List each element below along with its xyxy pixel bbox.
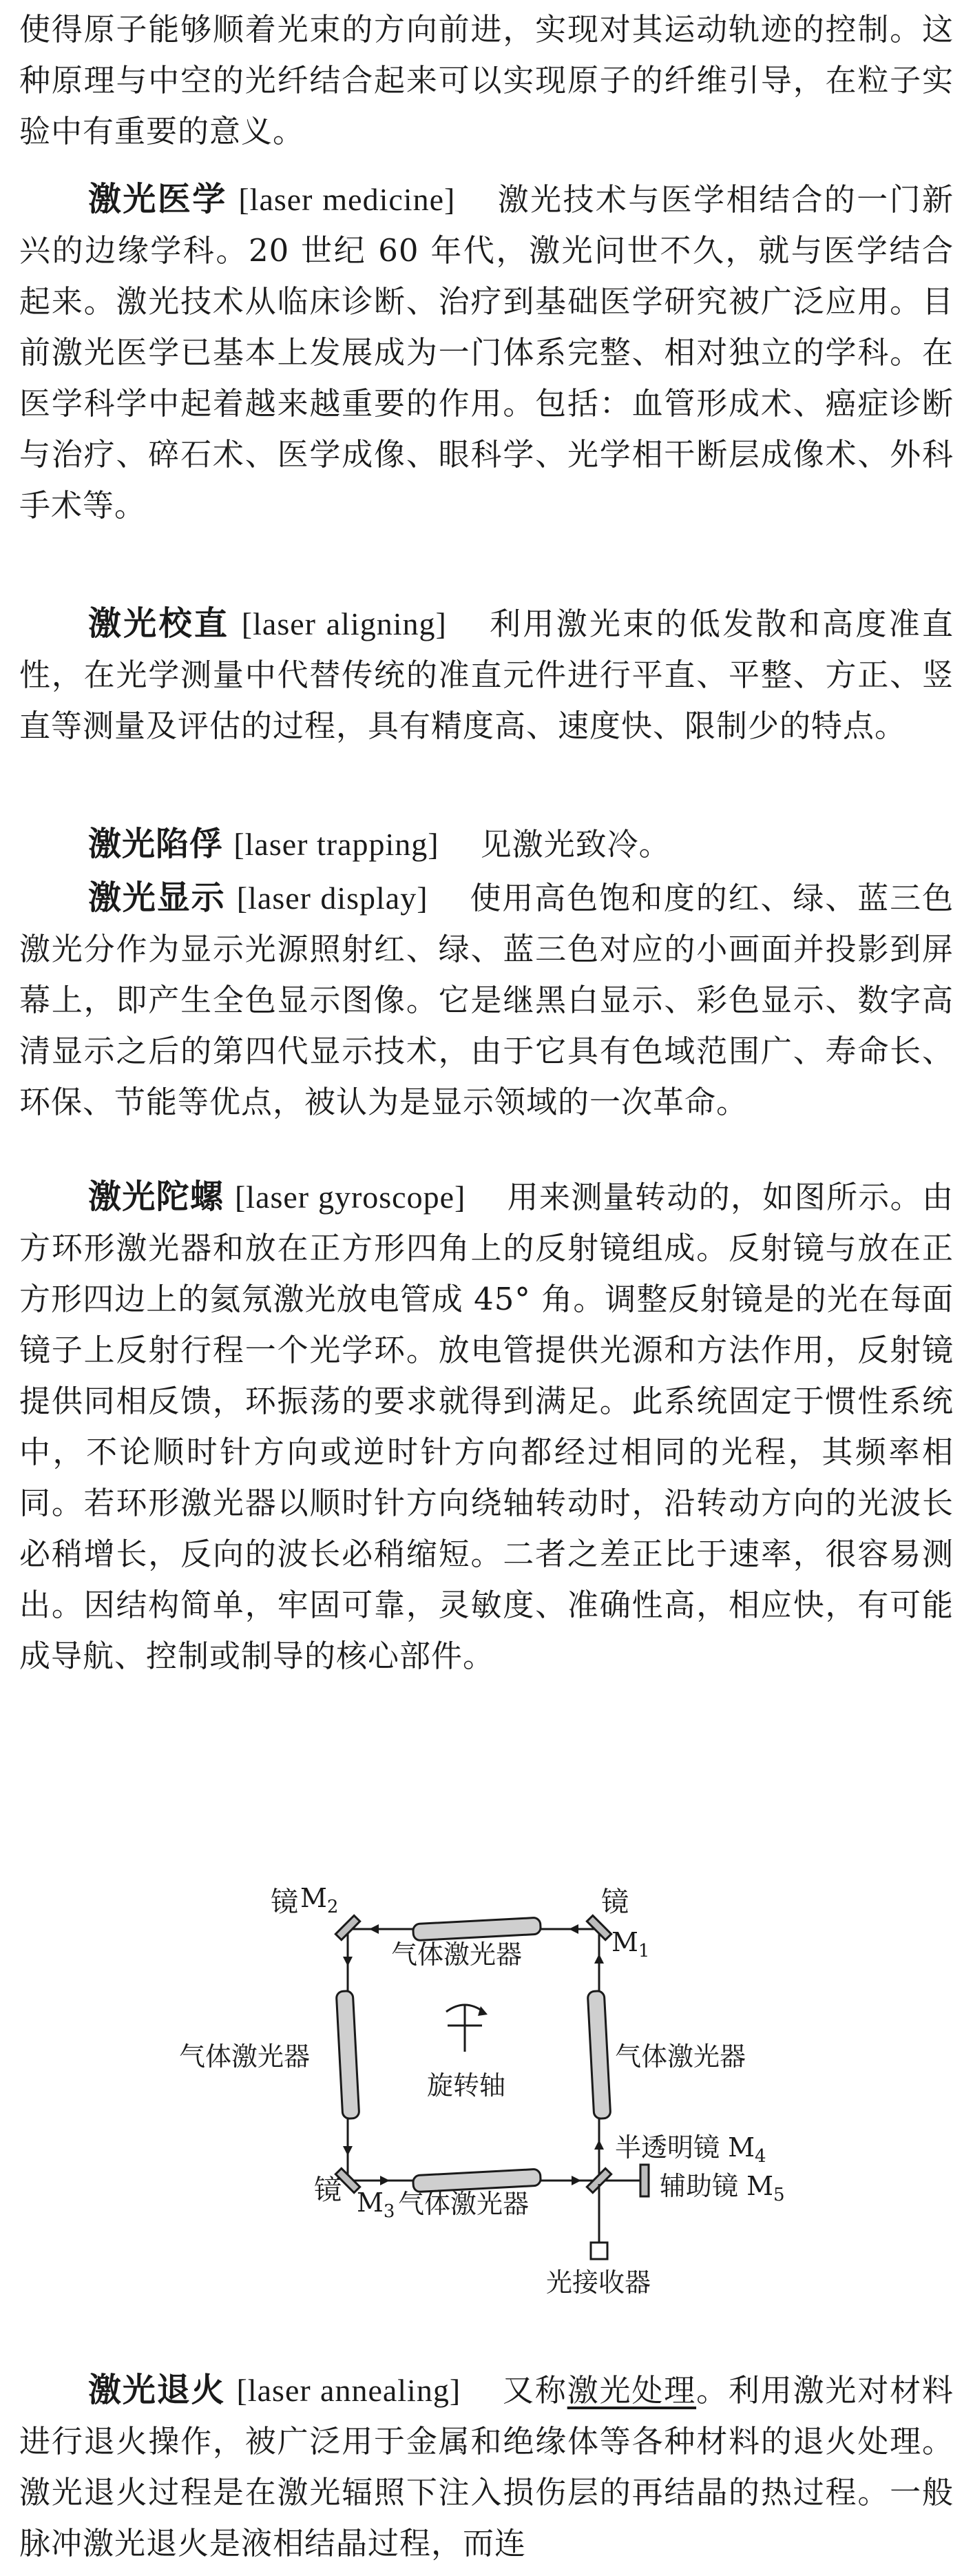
entry-english: [laser display] [236, 880, 428, 916]
mirror-label: 镜 [601, 1888, 629, 1918]
laser-gyroscope-diagram [0, 1888, 973, 2315]
mirror-label: 镜 [271, 1888, 298, 1918]
entry-body: 见激光致冷。 [480, 826, 671, 863]
entry-laser-annealing [19, 2364, 954, 2569]
arrow-icon [380, 2176, 390, 2185]
laser-tube-top [412, 1917, 541, 1941]
m3-label: $M_3$ [357, 2187, 395, 2222]
detector-label: 光接收器 [546, 2267, 651, 2298]
entry-term: 激光退火 [88, 2371, 226, 2409]
arrow-icon [369, 1924, 379, 1934]
axis-label: 旋转轴 [427, 2070, 506, 2101]
entry-english: [laser medicine] [238, 182, 456, 217]
intro-text: 使得原子能够顺着光束的方向前进，实现对其运动轨迹的控制。这种原理与中空的光纤结合起来可以实现原子的纤维引导，在粒子实验中有重要的意义。 [19, 11, 954, 150]
cross-reference-link[interactable]: 激光处理 [567, 2372, 697, 2409]
laser-label-left: 气体激光器 [179, 2041, 311, 2072]
entry-body: 利用激光束的低发散和高度准直性，在光学测量中代替传统的准直元件进行平直、平整、方正、竖直等测量及评估的过程，具有精度高、速度快、限制少的特点。 [19, 606, 954, 744]
arrow-icon [569, 1924, 578, 1934]
entry-term: 激光陷俘 [88, 825, 224, 863]
entry-body: 激光技术与医学相结合的一门新兴的边缘学科。20 世纪 60 年代，激光问世不久，就与医学结合起来。激光技术从临床诊断、治疗到基础医学研究被广泛应用。目前激光医学已基本上发展成为一门体系完整、相对独立的学科。在医学科学中起着越来越重要的作用。包括：血管形成术、癌症诊断与治疗、碎石术、医学成像、眼科学、光学相干断层成像术、外科手术等。 [19, 181, 954, 524]
arrow-icon [594, 2140, 604, 2150]
arrow-icon [478, 2006, 488, 2016]
mirror-m5 [640, 2165, 649, 2196]
detector-box [591, 2243, 607, 2259]
laser-tube-left [336, 1990, 359, 2119]
laser-label-bottom: 气体激光器 [398, 2189, 530, 2219]
entry-body: 使用高色饱和度的红、绿、蓝三色激光分作为显示光源照射红、绿、蓝三色对应的小画面并投影到屏幕上，即产生全色显示图像。它是继黑白显示、彩色显示、数字高清显示之后的第四代显示技术，由于它具有色域范围广、寿命长、环保、节能等优点，被认为是显示领域的一次革命。 [19, 880, 954, 1120]
entry-laser-aligning [19, 598, 954, 752]
entry-laser-medicine [19, 174, 954, 531]
entry-term: 激光校直 [88, 604, 230, 643]
intro-paragraph [19, 4, 954, 157]
laser-label-top: 气体激光器 [391, 1939, 523, 1970]
arrow-icon [343, 2146, 353, 2156]
entry-body: 又称 [502, 2372, 567, 2409]
arrow-icon [343, 1957, 353, 1966]
m4-label: 半透明镜 $M_4$ [615, 2132, 766, 2167]
m2-label: $M_2$ [300, 1888, 339, 1917]
entry-english: [laser gyroscope] [234, 1179, 466, 1215]
entry-english: [laser annealing] [236, 2373, 461, 2408]
entry-laser-gyroscope [19, 1171, 954, 1682]
entry-english: [laser trapping] [233, 827, 439, 862]
entry-term: 激光显示 [88, 878, 226, 917]
entry-body: 用来测量转动的，如图所示。由方环形激光器和放在正方形四角上的反射镜组成。反射镜与放在正方形四边上的氦氖激光放电管成 45° 角。调整反射镜是的光在每面镜子上反射行程一个光学环。放电管提供光源和方法作用，反射镜提供同相反馈，环振荡的要求就得到满足。此系统固定于惯性系统中，不论顺时针方向或逆时针方向都经过相同的光程，其频率相同。若环形激光器以顺时针方向绕轴转动时，沿转动方向的光波长必稍增长，反向的波长必稍缩短。二者之差正比于速率，很容易测出。因结构简单，牢固可靠，灵敏度、准确性高，相应快，有可能成导航、控制或制导的核心部件。 [19, 1179, 954, 1674]
mirror-label: 镜 [314, 2174, 342, 2206]
arrow-icon [572, 2176, 581, 2185]
m1-label: $M_1$ [611, 1927, 650, 1961]
m5-label: 辅助镜 $M_5$ [660, 2171, 785, 2205]
arrow-icon [594, 1954, 604, 1964]
entry-term: 激光陀螺 [88, 1177, 224, 1216]
rotation-axis-icon [446, 2005, 483, 2052]
entry-laser-display [19, 872, 954, 1128]
entry-laser-trapping [19, 818, 954, 870]
laser-tube-right [587, 1990, 611, 2119]
entry-body-rest: 。利用激光对材料进行退火操作，被广泛用于金属和绝缘体等各种材料的退火处理。激光退火过程是在激光辐照下注入损伤层的再结晶的热过程。一般脉冲激光退火是液相结晶过程，而连 [19, 2372, 954, 2562]
entry-term: 激光医学 [88, 180, 227, 218]
entry-english: [laser aligning] [241, 606, 447, 641]
laser-label-right: 气体激光器 [615, 2041, 746, 2072]
